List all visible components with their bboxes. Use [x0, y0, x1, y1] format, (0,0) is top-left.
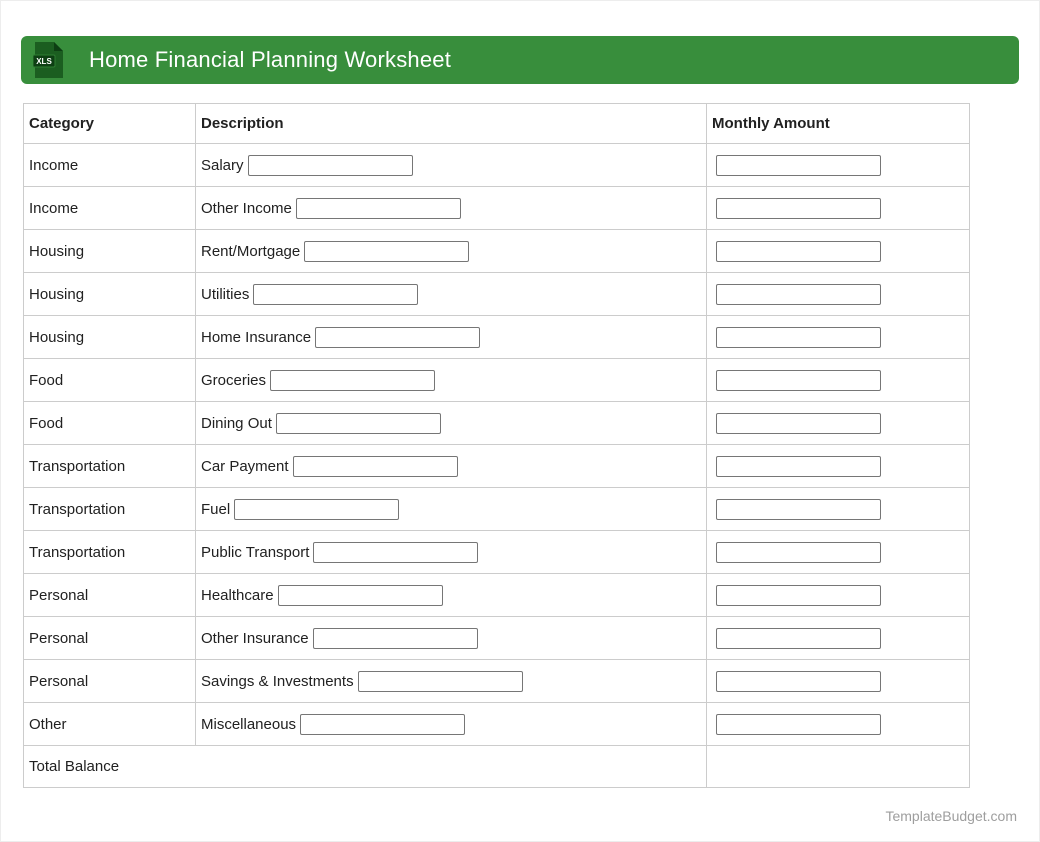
amount-cell [707, 445, 970, 488]
amount-input[interactable] [716, 413, 881, 434]
category-cell: Income [24, 144, 196, 187]
total-balance-amount-cell [707, 746, 970, 788]
amount-cell [707, 488, 970, 531]
category-cell: Income [24, 187, 196, 230]
description-cell [196, 488, 707, 531]
description-label: Healthcare [201, 586, 274, 604]
amount-input[interactable] [716, 671, 881, 692]
amount-input[interactable] [716, 499, 881, 520]
description-cell [196, 445, 707, 488]
svg-text:XLS: XLS [36, 57, 52, 66]
description-cell [196, 574, 707, 617]
description-label: Home Insurance [201, 328, 312, 346]
amount-input[interactable] [716, 370, 881, 391]
financial-planning-table [23, 103, 970, 788]
table-header-row [24, 104, 970, 144]
description-label: Savings & Investments [201, 672, 354, 690]
category-cell: Housing [24, 273, 196, 316]
description-input[interactable] [304, 241, 469, 262]
category-cell: Personal [24, 574, 196, 617]
amount-input[interactable] [716, 241, 881, 262]
amount-input[interactable] [716, 542, 881, 563]
description-input[interactable] [253, 284, 418, 305]
amount-cell [707, 230, 970, 273]
description-input[interactable] [296, 198, 461, 219]
description-input[interactable] [270, 370, 435, 391]
amount-cell [707, 316, 970, 359]
table-row [24, 359, 970, 402]
table-row [24, 574, 970, 617]
description-label: Utilities [201, 285, 250, 303]
category-cell: Food [24, 402, 196, 445]
table-row [24, 488, 970, 531]
category-cell: Transportation [24, 445, 196, 488]
description-label: Fuel [201, 500, 231, 518]
table-row [24, 316, 970, 359]
description-input[interactable] [293, 456, 458, 477]
amount-cell [707, 144, 970, 187]
description-label: Miscellaneous [201, 715, 297, 733]
table-row [24, 273, 970, 316]
amount-cell [707, 660, 970, 703]
description-input[interactable] [278, 585, 443, 606]
category-cell: Personal [24, 617, 196, 660]
description-cell [196, 273, 707, 316]
amount-input[interactable] [716, 585, 881, 606]
description-cell [196, 230, 707, 273]
category-cell: Other [24, 703, 196, 746]
description-label: Rent/Mortgage [201, 242, 301, 260]
category-cell: Transportation [24, 488, 196, 531]
description-cell [196, 703, 707, 746]
amount-cell [707, 703, 970, 746]
amount-cell [707, 273, 970, 316]
description-input[interactable] [234, 499, 399, 520]
page-title: Home Financial Planning Worksheet [89, 47, 452, 72]
table-row [24, 230, 970, 273]
table-row [24, 187, 970, 230]
table-row [24, 445, 970, 488]
description-cell [196, 316, 707, 359]
amount-cell [707, 617, 970, 660]
amount-input[interactable] [716, 714, 881, 735]
total-balance-label: Total Balance [24, 746, 707, 788]
description-cell [196, 359, 707, 402]
amount-input[interactable] [716, 456, 881, 477]
description-input[interactable] [248, 155, 413, 176]
amount-cell [707, 187, 970, 230]
category-cell: Housing [24, 230, 196, 273]
description-cell [196, 531, 707, 574]
description-cell [196, 144, 707, 187]
description-label: Other Insurance [201, 629, 309, 647]
description-label: Other Income [201, 199, 292, 217]
amount-input[interactable] [716, 628, 881, 649]
brand-footer: TemplateBudget.com [885, 808, 1017, 824]
description-cell [196, 187, 707, 230]
amount-input[interactable] [716, 327, 881, 348]
amount-cell [707, 359, 970, 402]
table-row [24, 617, 970, 660]
amount-input[interactable] [716, 198, 881, 219]
description-label: Car Payment [201, 457, 289, 475]
category-cell: Personal [24, 660, 196, 703]
category-cell: Housing [24, 316, 196, 359]
table-row [24, 402, 970, 445]
description-input[interactable] [276, 413, 441, 434]
category-cell: Food [24, 359, 196, 402]
description-label: Dining Out [201, 414, 272, 432]
description-input[interactable] [313, 542, 478, 563]
description-cell [196, 660, 707, 703]
description-input[interactable] [300, 714, 465, 735]
worksheet-header [21, 36, 1019, 84]
description-label: Groceries [201, 371, 267, 389]
table-row [24, 531, 970, 574]
amount-cell [707, 574, 970, 617]
amount-input[interactable] [716, 155, 881, 176]
table-row [24, 703, 970, 746]
description-input[interactable] [313, 628, 478, 649]
xls-file-icon [33, 42, 63, 78]
amount-cell [707, 402, 970, 445]
column-header-description: Description [196, 104, 707, 144]
column-header-category: Category [24, 104, 196, 144]
description-label: Salary [201, 156, 244, 174]
column-header-amount: Monthly Amount [707, 104, 970, 144]
description-cell [196, 617, 707, 660]
description-input[interactable] [358, 671, 523, 692]
description-label: Public Transport [201, 543, 310, 561]
total-balance-row [24, 746, 970, 788]
table-row [24, 144, 970, 187]
description-input[interactable] [315, 327, 480, 348]
category-cell: Transportation [24, 531, 196, 574]
description-cell [196, 402, 707, 445]
table-row [24, 660, 970, 703]
amount-input[interactable] [716, 284, 881, 305]
amount-cell [707, 531, 970, 574]
